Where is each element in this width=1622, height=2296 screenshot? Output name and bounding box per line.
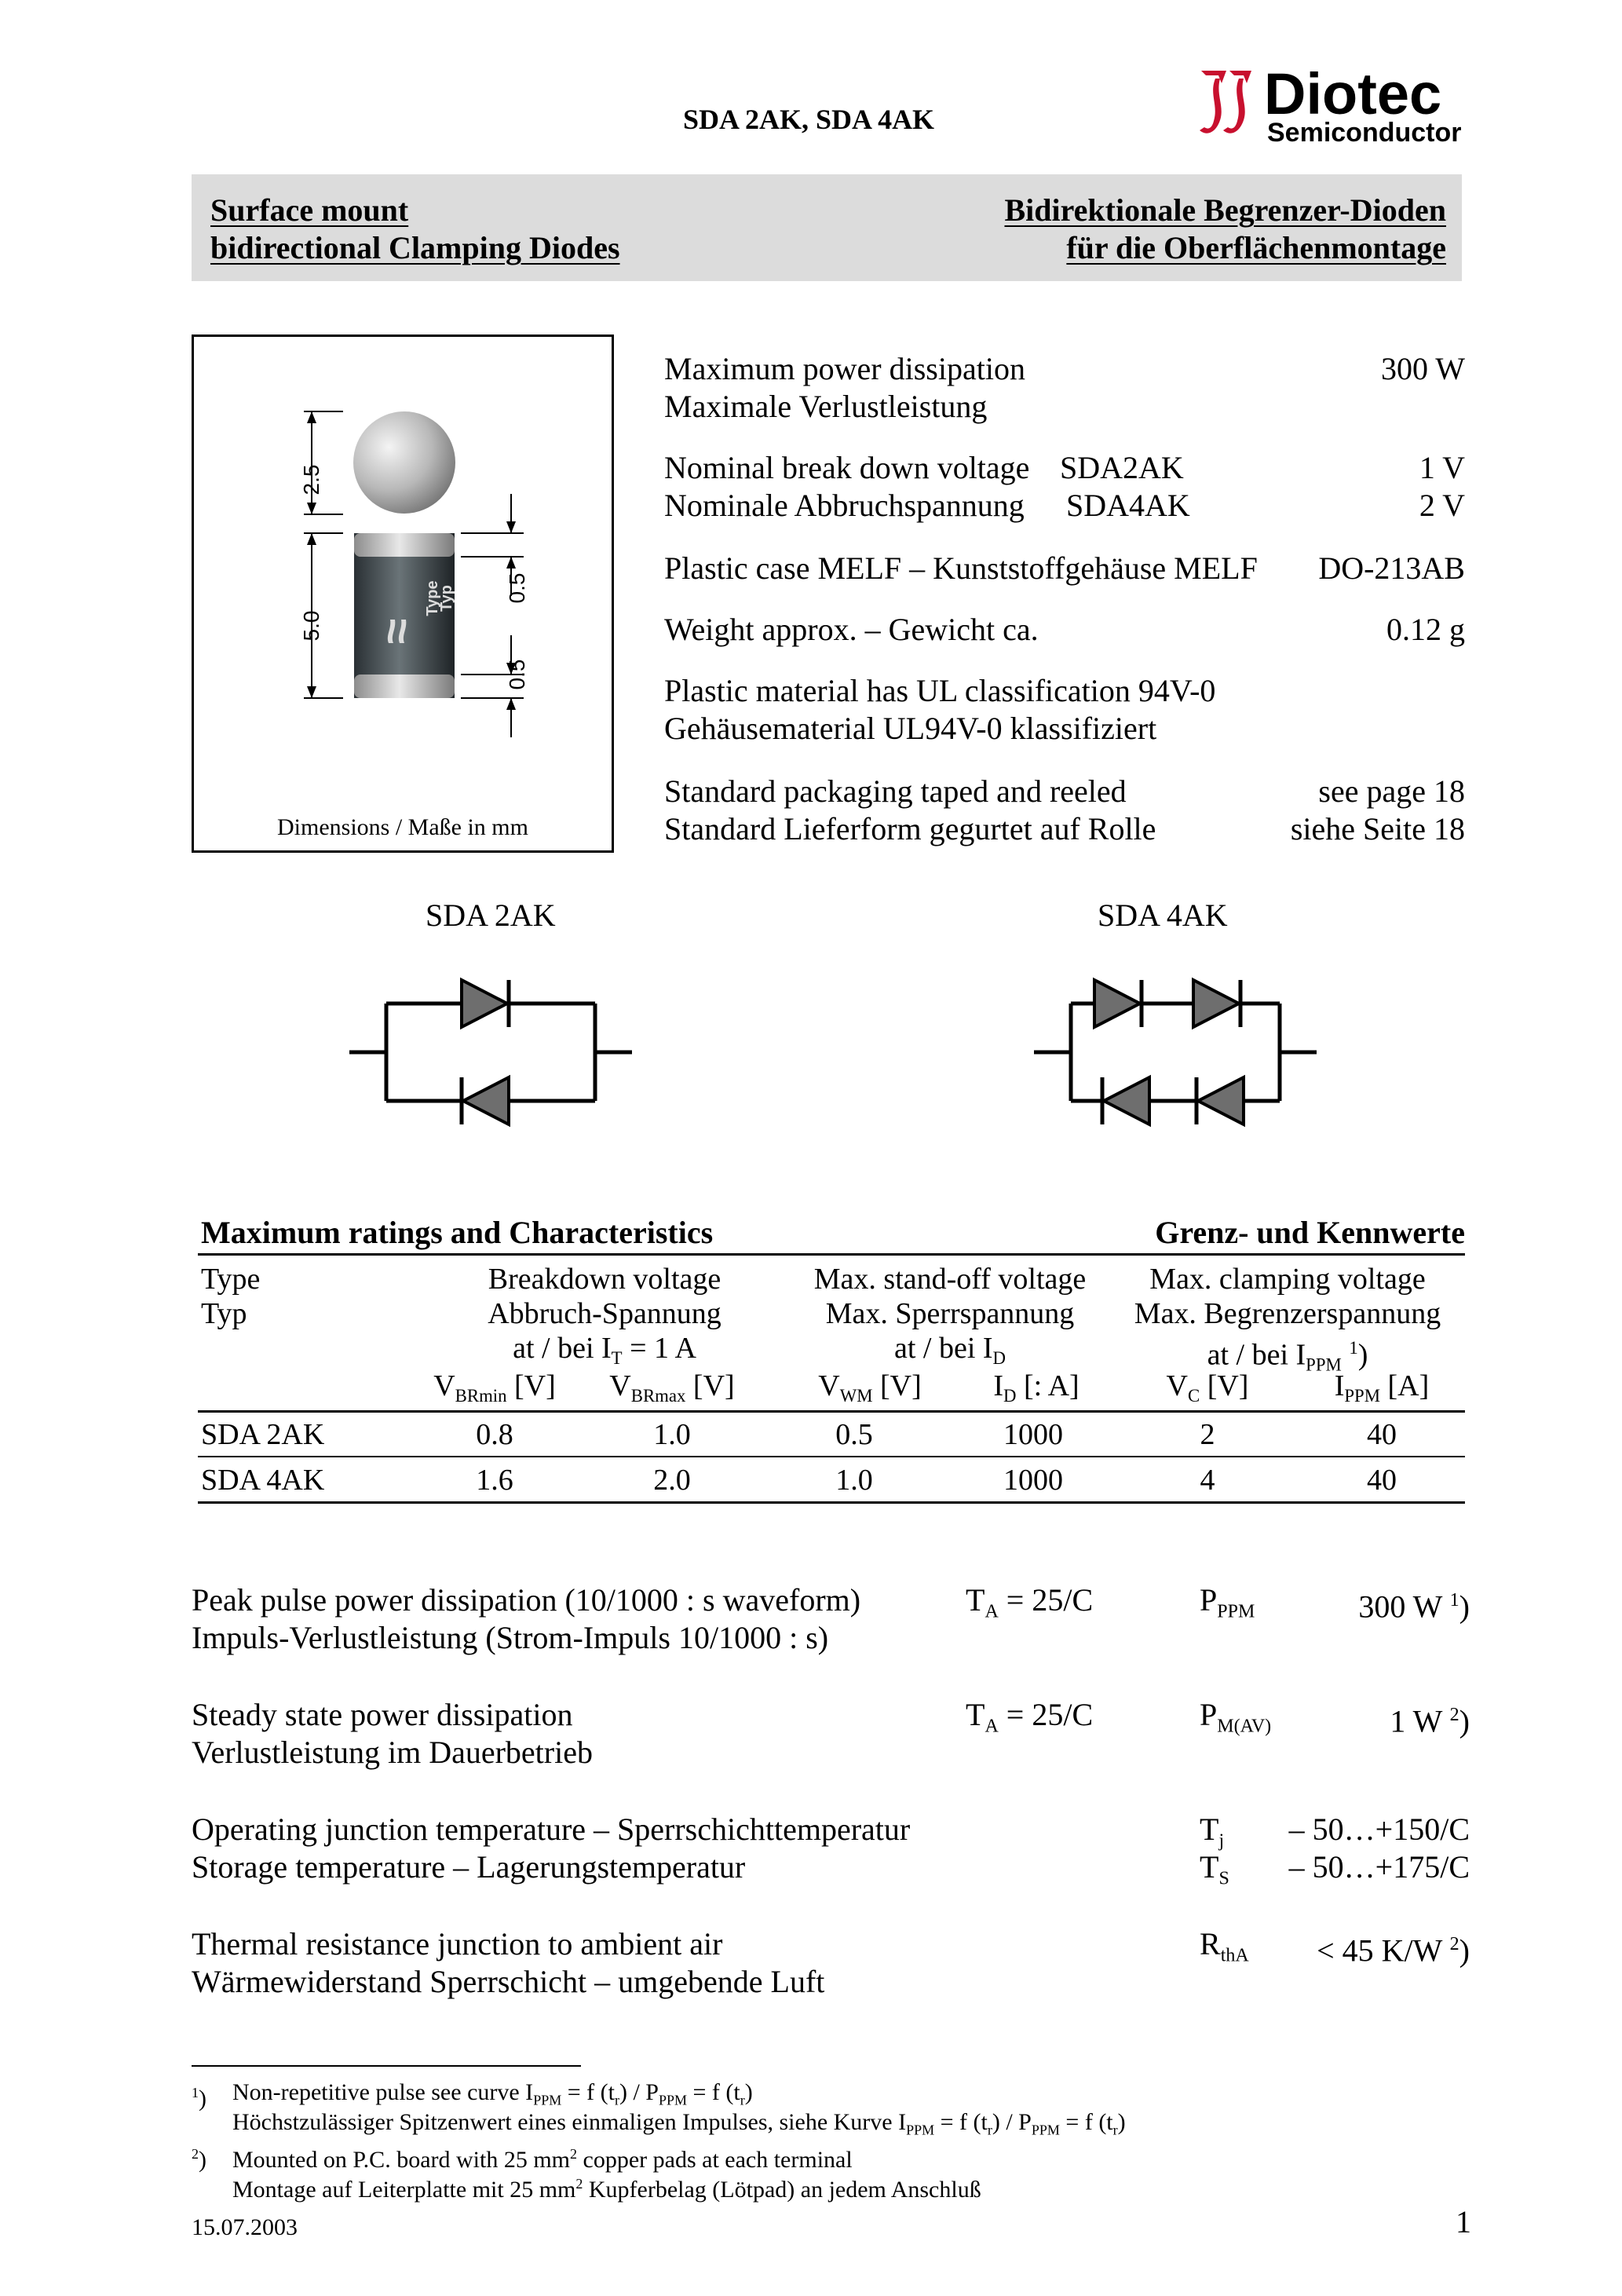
- figure-caption: Dimensions / Maße in mm: [277, 814, 528, 840]
- sda2ak-schematic: [345, 966, 636, 1139]
- pav-value: 1 W $^2$): [1390, 1703, 1470, 1739]
- pav-symbol: $P_{M(AV)}$: [1200, 1697, 1272, 1737]
- row2-vbrmax: 2.0: [653, 1464, 691, 1497]
- ppm-value: 300 W $^1$): [1358, 1589, 1470, 1625]
- unit-vwm: $V_{WM}$ [V]: [818, 1369, 922, 1406]
- dim-band-top-label: 0.5: [505, 572, 529, 604]
- tj-label: Operating junction temperature – Sperrschichttemperatur: [192, 1812, 911, 1847]
- ppm-label-de: Impuls-Verlustleistung (Strom-Impuls 10/1000 : s): [192, 1620, 829, 1655]
- footer-date: 15.07.2003: [192, 2214, 298, 2240]
- rth-value: < 45 K/W $^2$): [1317, 1932, 1470, 1969]
- row1-ippm: 40: [1367, 1418, 1397, 1451]
- col-breakdown-cond: at / bei $I_T = 1$ A: [513, 1332, 696, 1368]
- unit-id: $I_D$ [: A]: [993, 1369, 1080, 1406]
- row1-vc: 2: [1200, 1418, 1215, 1451]
- power-label-de: Maximale Verlustleistung: [664, 389, 988, 424]
- pav-label-en: Steady state power dissipation: [192, 1697, 573, 1732]
- col-type-en: Type: [201, 1263, 261, 1296]
- rth-label-de: Wärmewiderstand Sperrschicht – umgebende Luft: [192, 1964, 825, 1999]
- rth-symbol: $R_{thA}$: [1200, 1926, 1249, 1966]
- schematic-label-left: SDA 2AK: [426, 898, 556, 933]
- col-standoff-cond: at / bei $I_D$: [893, 1332, 1006, 1368]
- footnote-1-en: Non-repetitive pulse see curve $I_{PPM} = f$ $(t_r) / P_{PPM} = f$ $(t_r)$: [232, 2079, 753, 2108]
- footnote-rule: [192, 2065, 581, 2067]
- footnote-2-mark: $^2$): [192, 2146, 206, 2173]
- footnote-1-de: Höchstzulässiger Spitzenwert eines einmaligen Impulses, siehe Kurve $I_{PPM} = f$ $(t_r) / P_{PPM} = f$ $(t_r)$: [232, 2109, 1126, 2138]
- schematic-label-right: SDA 4AK: [1098, 898, 1228, 933]
- power-value: 300 W: [1380, 351, 1465, 386]
- row2-id: 1000: [1003, 1464, 1063, 1497]
- col-breakdown-en: Breakdown voltage: [488, 1263, 721, 1296]
- ratings-title-de: Grenz- und Kennwerte: [1155, 1215, 1465, 1250]
- footnote-2-de: Montage auf Leiterplatte mit 25 $mm^2$ Kupferbelag (Lötpad) an jedem Anschluß: [232, 2176, 981, 2203]
- col-breakdown-de: Abbruch-Spannung: [488, 1297, 721, 1330]
- unit-vbrmin: $V_{BRmin}$ [V]: [433, 1369, 556, 1406]
- pav-label-de: Verlustleistung im Dauerbetrieb: [192, 1735, 593, 1770]
- table-header-rule: [198, 1410, 1465, 1413]
- col-clamping-de: Max. Begrenzerspannung: [1134, 1297, 1441, 1330]
- table-row-rule: [198, 1456, 1465, 1457]
- unit-ippm: $I_{PPM}$ [A]: [1334, 1369, 1430, 1406]
- packaging-label-en: Standard packaging taped and reeled: [664, 773, 1127, 809]
- weight-label: Weight approx. – Gewicht ca.: [664, 612, 1039, 647]
- power-label-en: Maximum power dissipation: [664, 351, 1025, 386]
- ts-value: – 50…+175/C: [1288, 1849, 1470, 1885]
- dim-sphere-label: 2.5: [299, 464, 323, 495]
- vbr-type-2: SDA4AK: [1066, 488, 1190, 523]
- weight-value: 0.12 g: [1386, 612, 1465, 647]
- row1-type: SDA 2AK: [201, 1418, 325, 1451]
- dim-band-bottom-label: 0.5: [505, 659, 529, 690]
- vbr-label-de: Nominale Abbruchspannung: [664, 488, 1025, 523]
- row2-vwm: 1.0: [835, 1464, 873, 1497]
- banner-left-line2: bidirectional Clamping Diodes: [210, 230, 620, 265]
- ppm-condition: $T_A = 25/C$: [966, 1582, 1094, 1622]
- row2-vbrmin: 1.6: [476, 1464, 513, 1497]
- logo-subtitle: Semiconductor: [1267, 118, 1462, 148]
- table-bottom-rule: [198, 1501, 1465, 1504]
- packaging-value-en: see page 18: [1318, 773, 1465, 809]
- banner-right-line1: Bidirektionale Begrenzer-Dioden: [1004, 192, 1446, 228]
- footnote-2-en: Mounted on P.C. board with 25 $mm^2$ copper pads at each terminal: [232, 2146, 853, 2173]
- packaging-value-de: siehe Seite 18: [1290, 811, 1465, 846]
- vbr-label-en: Nominal break down voltage: [664, 450, 1030, 485]
- diotec-logo-icon: [1195, 61, 1258, 148]
- ppm-symbol: $P_{PPM}$: [1200, 1582, 1255, 1622]
- marking-type: Type: [424, 580, 441, 616]
- row1-vbrmin: 0.8: [476, 1418, 513, 1451]
- row1-id: 1000: [1003, 1418, 1063, 1451]
- tj-value: – 50…+150/C: [1288, 1812, 1470, 1847]
- package-figure: [192, 335, 614, 853]
- row1-vbrmax: 1.0: [653, 1418, 691, 1451]
- page-title: SDA 2AK, SDA 4AK: [683, 104, 935, 135]
- table-top-rule: [198, 1253, 1465, 1256]
- marking-typ: Typ: [438, 584, 455, 612]
- vbr-type-1: SDA2AK: [1060, 450, 1184, 485]
- packaging-label-de: Standard Lieferform gegurtet auf Rolle: [664, 811, 1156, 846]
- rth-label-en: Thermal resistance junction to ambient air: [192, 1926, 723, 1961]
- title-banner: [192, 174, 1462, 281]
- col-standoff-en: Max. stand-off voltage: [813, 1263, 1087, 1296]
- logo-name: Diotec: [1264, 61, 1442, 126]
- pav-condition: $T_A = 25/C$: [966, 1697, 1094, 1737]
- sda4ak-schematic: [1030, 966, 1321, 1139]
- col-type-de: Typ: [201, 1297, 247, 1330]
- banner-right-line2: für die Oberflächenmontage: [1066, 230, 1446, 265]
- melf-package-drawing: [194, 337, 612, 792]
- ts-symbol: $T_S$: [1200, 1849, 1229, 1889]
- ppm-label-en: Peak pulse power dissipation (10/1000 : s waveform): [192, 1582, 861, 1618]
- row2-type: SDA 4AK: [201, 1464, 325, 1497]
- col-standoff-de: Max. Sperrspannung: [825, 1297, 1075, 1330]
- vbr-value-1: 1 V: [1419, 450, 1465, 485]
- row2-ippm: 40: [1367, 1464, 1397, 1497]
- banner-left-line1: Surface mount: [210, 192, 409, 228]
- row2-vc: 4: [1200, 1464, 1215, 1497]
- unit-vc: $V_C$ [V]: [1166, 1369, 1249, 1406]
- page-number: 1: [1456, 2204, 1471, 2239]
- ts-label: Storage temperature – Lagerungstemperatur: [192, 1849, 746, 1885]
- unit-vbrmax: $V_{BRmax}$ [V]: [609, 1369, 735, 1406]
- footnote-1-mark: $^1$): [192, 2085, 206, 2111]
- row1-vwm: 0.5: [835, 1418, 873, 1451]
- ul-label-en: Plastic material has UL classification 94V-0: [664, 673, 1216, 708]
- vbr-value-2: 2 V: [1419, 488, 1465, 523]
- ratings-title-en: Maximum ratings and Characteristics: [201, 1215, 714, 1250]
- col-clamping-cond: at / bei $I_{PPM}$ $^1$): [1207, 1338, 1368, 1375]
- body-marking-2: [437, 563, 464, 634]
- case-value: DO-213AB: [1318, 550, 1465, 586]
- dim-body-label: 5.0: [299, 610, 323, 642]
- ul-label-de: Gehäusematerial UL94V-0 klassifiziert: [664, 711, 1157, 746]
- diotec-logo: [1195, 61, 1478, 148]
- col-clamping-en: Max. clamping voltage: [1149, 1263, 1426, 1296]
- case-label: Plastic case MELF – Kunststoffgehäuse MELF: [664, 550, 1258, 586]
- tj-symbol: $T_j$: [1200, 1812, 1225, 1852]
